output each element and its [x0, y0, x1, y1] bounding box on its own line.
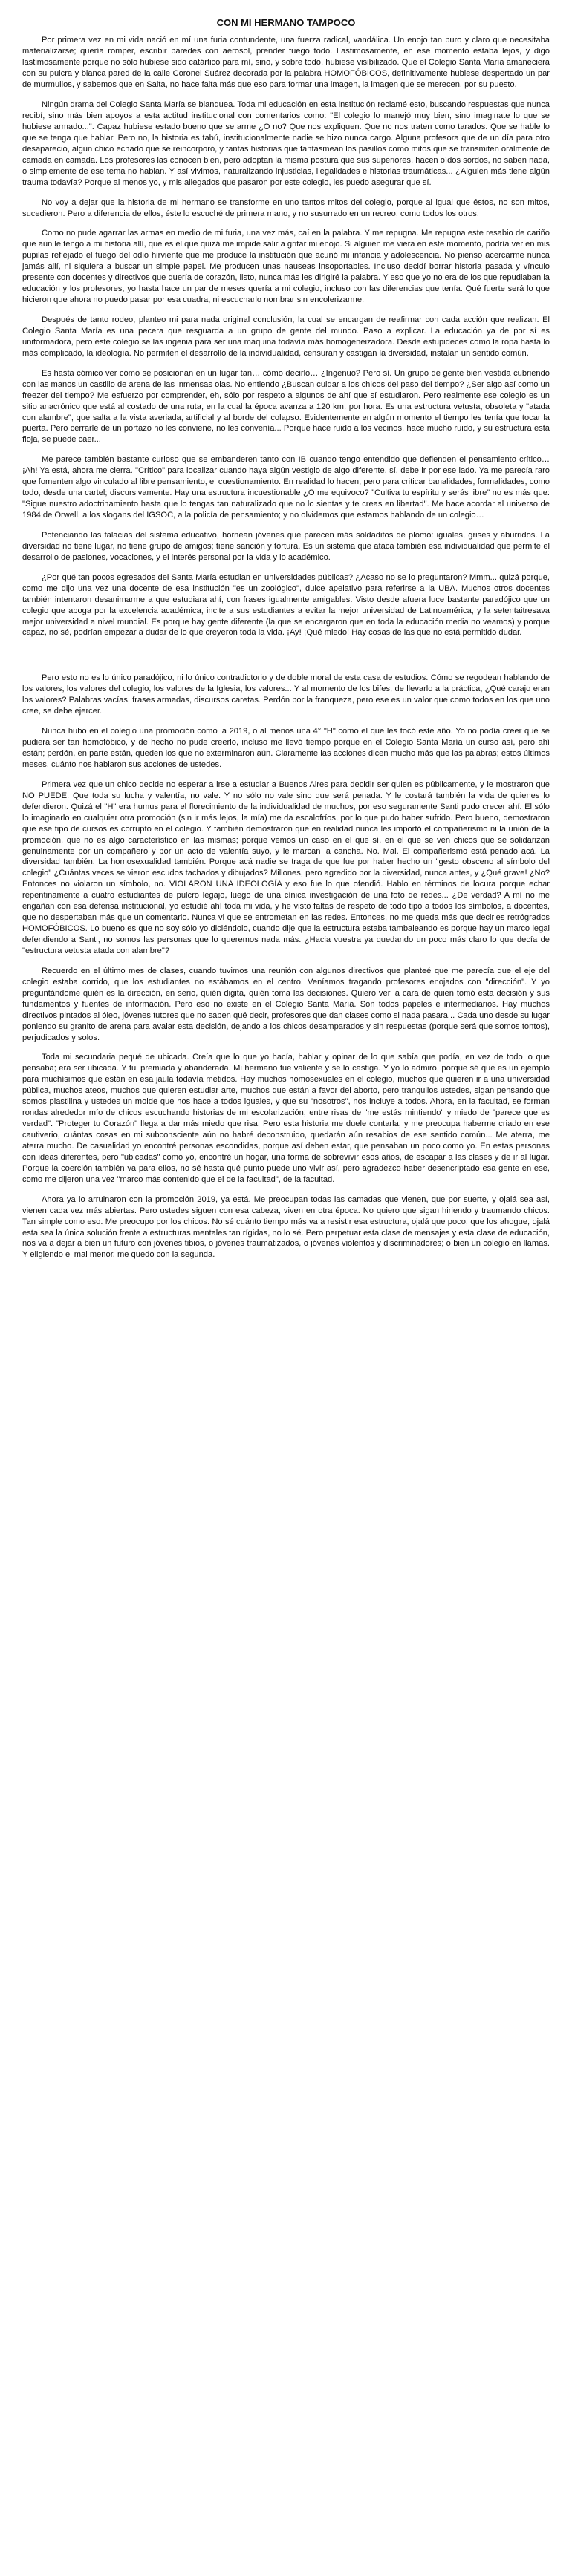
paragraph: Me parece también bastante curioso que se embanderen tanto con IB cuando tengo entendido que defienden el pensamiento crítico… ¡Ah! Ya está, ahora me cierra. "Crítico" para localizar cuando haya algún vestigio de algo diferente, sí, debe ir por ese lado. Ya me parecía raro que fomenten algo vinculado al libre pensamiento, el cuestionamiento. En realidad lo hacen, pero para criticar banalidades, formalidades, como todo, desde una cartel; discursivamente. Hay una estructura incuestionable ¿O me equivoco? "Cultiva tu espíritu y serás libre" no es más que: "Sigue nuestro adoctrinamiento hasta que lo tengas tan naturalizado que no lo sientas y te creas en libertad". Me hace acordar al universo de 1984 de Orwell, a los slogans del IGSOC, a la policía de pensamiento; y no olvidemos que estamos hablando de un colegio… — [22, 455, 550, 520]
paragraph: Nunca hubo en el colegio una promoción como la 2019, o al menos una 4° "H" como el que les tocó este año. Yo no podía creer que se pudiera ser tan homofóbico, y de hecho no pude creerlo, incluso me llevó tiempo porque en el Colegio Santa María un curso así, pero ahí están; perdón, en parte están, queden los que no exterminaron aún. Claramente las acciones dicen mucho más que las palabras; estos últimos meses, cuánto nos hablaron sus acciones de ustedes. — [22, 727, 550, 769]
paragraph: No voy a dejar que la historia de mi hermano se transforme en uno tantos mitos del colegio, porque al igual que éstos, no son mitos, sucedieron. Pero a diferencia de ellos, éste lo escuché de primera mano, y no susurrado en un recreo, como todos los otros. — [22, 197, 550, 218]
paragraph: Primera vez que un chico decide no esperar a irse a estudiar a Buenos Aires para decidir ser quien es públicamente, y le mostraron que NO PUEDE. Que toda su lucha y valentía, no vale. Y no sólo no vale sino que será penada. Y le costará también la vida de quienes lo defendieron. Quizá el "H" era humus para el florecimiento de la individualidad de muchos, por eso seguramente Santi pudo crecer ahí. El sólo lo imaginarlo en cualquier otra promoción (sin ir más lejos, la mía) me da escalofríos, por lo que pudo haber sufrido. Pero bueno, demostraron que ese tipo de cursos es corrupto en el colegio. Y también demostraron que en realidad nunca les importó el compañerismo ni la unión de la promoción, que no es algo característico en las mismas; porque vemos un caso en el que sí, en el que se ven chicos que se solidarizan genuinamente por un compañero y por un acto de valentía suyo, y le marcan la cancha. No. Mal. El compañerismo está penado acá. La diversidad también. La homosexualidad también. Porque acá nadie se traga de que fue por haber hecho un "gesto obsceno al símbolo del colegio" ¿Cuántas veces se vieron escudos tachados y dibujados? Millones, pero agredido por la diversidad, nunca antes, y ¿Qué grave! ¿No? Entonces no violaron un símbolo, no. VIOLARON UNA IDEOLOGÍA y eso fue lo que ofendió. Hablo en términos de locura porque echar repentinamente a cuatro estudiantes de pulcro legajo, luego de una cínica investigación de una foto de redes... ¿De verdad? A mí no me engañan con esa defensa institucional, yo estudié ahí toda mi vida, y he visto faltas de respeto de todo tipo a todos los símbolos, a docentes, que no despertaban más que un comentario. Nunca vi que se entrometan en las redes. Entonces, no me queda más que decirles retrógrados HOMOFÓBICOS. Lo bueno es que no soy sólo yo diciéndolo, cuando dije que la estructura estaba tambaleando es porque hay un marco legal defendiendo a Santi, no somos las personas que lo queremos nada más. ¿Hacia vuestra ya quedando un poco más claro lo que decía de "estructura vetusta atada con alambre"? — [22, 779, 550, 955]
paragraph: Recuerdo en el último mes de clases, cuando tuvimos una reunión con algunos directivos que planteé que me parecía que el eje del colegio estaba corrido, que los estudiantes no estábamos en el centro. Veníamos tragando profesores enojados con "dirección". Y yo preguntándome quién es la dirección, en serio, quién digita, quién toma las decisiones. Quiero ver la cara de quien tomó esta decisión y sus fundamentos y fuentes de información. Pero eso no existe en el Colegio Santa María. Son todos papeles e intermediarios. Hay muchos directivos pintados al óleo, jóvenes tutores que no saben qué decir, profesores que dan clases como si nada pasara... Cada uno desde su lugar poniendo su granito de arena para avalar esta decisión, dejando a los chicos desamparados y sin respuestas (porque será que somos tontos), perjudicados y solos. — [22, 966, 550, 1042]
paragraph: ¿Por qué tan pocos egresados del Santa María estudian en universidades públicas? ¿Acaso no se lo preguntaron? Mmm... quizá porque, como me dijo una vez una docente de esa institución "es un zoológico", dulce apelativo para referirse a la UBA. Muchos otros docentes también intentaron desanimarme a que estudiara ahí, con frases igualmente amigables. Visto desde afuera luce bastante paradójico que un colegio que aboga por la excelencia académica, incite a sus estudiantes a evitar la mejor universidad de Latinoamérica, y la setentaitresava mejor universidad a nivel mundial. Es porque hay gente diferente (la que se encargaron que en toda la educación media no veamos) y porque capaz, no sé, podrían empezar a dudar de lo que creyeron toda la vida. ¡Ay! ¡Qué miedo! Hay cosas de las que no está permitido dudar. — [22, 572, 550, 638]
paragraph: Toda mi secundaria pequé de ubicada. Creía que lo que yo hacía, hablar y opinar de lo que sabía que podía, en vez de todo lo que pensaba; era ser ubicada. Y fui premiada y abanderada. Mi hermano fue valiente y se lo castiga. Y yo lo admiro, porque sé que es un ejemplo para muchísimos que están en esa jaula todavía metidos. Hay muchos homosexuales en el colegio, muchos que quieren ir a una universidad pública, muchos ateos, muchos que quieren estudiar arte, muchos que están a favor del aborto, pero tranquilos ustedes, sigan pensando que somos plastilina y ustedes un molde que nos hace a todos iguales, y que su "nosotros", nos incluye a todos. Ahora, en la facultad, se forman rondas alrededor mío de chicos escuchando historias de mi escolarización, entre risas de "me estás mintiendo" y miedo de "parece que es verdad". "Proteger tu Corazón" llega a dar más miedo que risa. Pero esta historia me duele contarla, y me preocupa haberme criado en ese cautiverio, cuántas cosas en mi subconsciente aún no habré deconstruido, quedarán aún resabios de ese sentido común... Me aterra, me aterra mucho. De casualidad yo encontré personas escondidas, porque así deben estar, que pensaban un poco como yo. En estas personas con ideas diferentes, pero "ubicadas" como yo, encontré un hogar, una forma de sobrevivir esos años, de escapar a las clases y de ir al lugar. Porque la coerción también va para ellos, no sé hasta qué punto puede uno vivir así, pero agradezco haber desencriptado esa gente en ese, como me dijeron una vez "marco más contenido que el de la facultad", de la facultad. — [22, 1053, 550, 1184]
paragraph: Ahora ya lo arruinaron con la promoción 2019, ya está. Me preocupan todas las camadas que vienen, que por suerte, y ojalá sea así, vienen cada vez más abiertas. Pero ustedes siguen con esa cabeza, viven en otra época. No quiero que sigan hiriendo y traumando chicos. Tan simple como eso. Me preocupo por los chicos. No sé cuánto tiempo más va a resistir esa estructura, ojalá que poco, que los ahogue, ojalá esta sea la única solución frente a estructuras mentales tan rígidas, no lo sé. Pero perpetuar esta clase de mensajes y esta clase de educación, nos va a dejar a bien un futuro con jóvenes tibios, o jóvenes traumatizados, o jóvenes violentos y discriminadores; o bien un colegio en llamas. Y eligiendo el mal menor, me quedo con la segunda. — [22, 1194, 550, 1260]
paragraph: Potenciando las falacias del sistema educativo, hornean jóvenes que parecen más soldaditos de plomo: iguales, grises y aburridos. La diversidad no tiene lugar, no tiene grupo de amigos; tiene sanción y tortura. Es un sistema que ataca también esa individualidad que permite el desarrollo de pasiones, vocaciones, y el interés personal por la vida y lo académico. — [22, 530, 550, 562]
paragraph: Por primera vez en mi vida nació en mí una furia contundente, una fuerza radical, vandálica. Un enojo tan puro y claro que necesitaba materializarse; quería romper, escribir paredes con aerosol, prender fuego todo. Lastimosamente, en ese momento estaba lejos, y digo lastimosamente porque no sólo hubiese sido catártico para mí, sino, y sobre todo, hubiese visibilizado. Que el Colegio Santa María amaneciera con su pulcra y blanca pared de la calle Coronel Suárez decorada por la palabra HOMOFÓBICOS, definitivamente hubiese despertado un par de murmullos, y sabemos que en Salta, no hace falta más que eso para formar una imagen, la imagen que se merecen, por su puesto. — [22, 36, 550, 90]
paragraph: Es hasta cómico ver cómo se posicionan en un lugar tan… cómo decirlo… ¿Ingenuo? Pero sí. Un grupo de gente bien vestida cubriendo con las manos un castillo de arena de las inmensas olas. No entiendo ¿Buscan cuidar a los chicos del paso del tiempo? ¿Ser algo así como un freezer del tiempo? Me esfuerzo por comprender, eh, sólo por respeto a algunos de ahí que sí estudiaron. Pero realmente ese colegio es un sitio anacrónico que está al costado de una ruta, en la cual la época avanza a 120 km. por hora. Es una estructura vetusta, obsoleta y "atada con alambre", que salta a la vista averiada, artificial y al borde del colapso. Evidentemente en algún momento el tiempo les tenía que tocar la puerta. Pero cerrarle de un portazo no les conviene, no les convenía... Porque hace ruido a los vecinos, hace mucho ruido, y su estructura está floja, se puede caer... — [22, 368, 550, 445]
document-title: CON MI HERMANO TAMPOCO — [216, 17, 356, 28]
paragraph: Como no pude agarrar las armas en medio de mi furia, una vez más, caí en la palabra. Y me repugna. Me repugna este resabio de cariño que aún le tengo a mi historia allí, que es el que quizá me impide salir a gritar mi enojo. Si alguien me viera en este momento, podría ver en mis pupilas reflejado el fuego del odio hirviente que me produce la institución que acunó mi infancia y adolescencia. No pienso acercarme nunca jamás allí, ni siquiera a buscar un simple papel. Me producen unas nauseas insoportables. Incluso decidí borrar historia pasada y vínculo presente con docentes y directivos que quería de corazón, listo, nunca más les dirigiré la palabra. Y eso que yo no era de los que repudiaban la educación y los profesores, yo hasta hace un par de meses quería a mi colegio, incluso con las diferencias que tenía. Qué fuerte será lo que hicieron que ahora no puedo pasar por esa cuadra, ni escucharlo nombrar sin encolerizarme. — [22, 229, 550, 305]
paragraph: Después de tanto rodeo, planteo mi para nada original conclusión, la cual se encargan de reafirmar con cada acción que realizan. El Colegio Santa María es una pecera que resguarda a un grupo de gente del mundo. Paso a explicar. La educación ya de por sí es uniformadora, pero este colegio se las ingenia para ser una máquina todavía más homogeneizadora. Desde estupideces como la ropa hasta lo más complicado, la ideología. No permiten el desarrollo de la individualidad, censuran y castigan la diversidad, instalan un sentido común. — [22, 316, 550, 358]
paragraph: Pero esto no es lo único paradójico, ni lo único contradictorio y de doble moral de esta casa de estudios. Cómo se regodean hablando de los valores, los valores del colegio, los valores de la Iglesia, los valores... Y al momento de los bifes, de llevarlo a la práctica, ¿Qué carajo eran los valores? Palabras vacías, frases armadas, discursos caretas. Perdón por la franqueza, pero ese es un valor que como todos en los que uno cree, se debe ejercer. — [22, 673, 550, 716]
paragraph: Ningún drama del Colegio Santa María se blanquea. Toda mi educación en esta institución reclamé esto, buscando respuestas que nunca recibí, sino más bien apoyos a esta actitud institucional con comentarios como: "El colegio lo manejó muy bien, sino imaginate lo que se hubiese armado...". Capaz hubiese estado bueno que se arme ¿O no? Que nos expliquen. Que no nos traten como tarados. Que se hable lo que se tenga que hablar. Pero no, la historia es tabú, institucionalmente nadie se hizo nunca cargo. Alguna profesora que de un día para otro desapareció, algún chico echado que se reincorporó, y tantas historias que fantasmean los pasillos como mitos que se transmiten oralmente de camada en camada. Los profesores las conocen bien, pero adoptan la misma postura que sus superiores, hacen oídos sordos, no saben nada, o simplemente de ese tema no hablan. Y así vivimos, naturalizando injusticias, ilegalidades e historias traumáticas... ¿Alguien más tiene algún trauma todavía? Porque al menos yo, y mis allegados que pasaron por este colegio, les puedo asegurar que sí. — [22, 100, 550, 187]
